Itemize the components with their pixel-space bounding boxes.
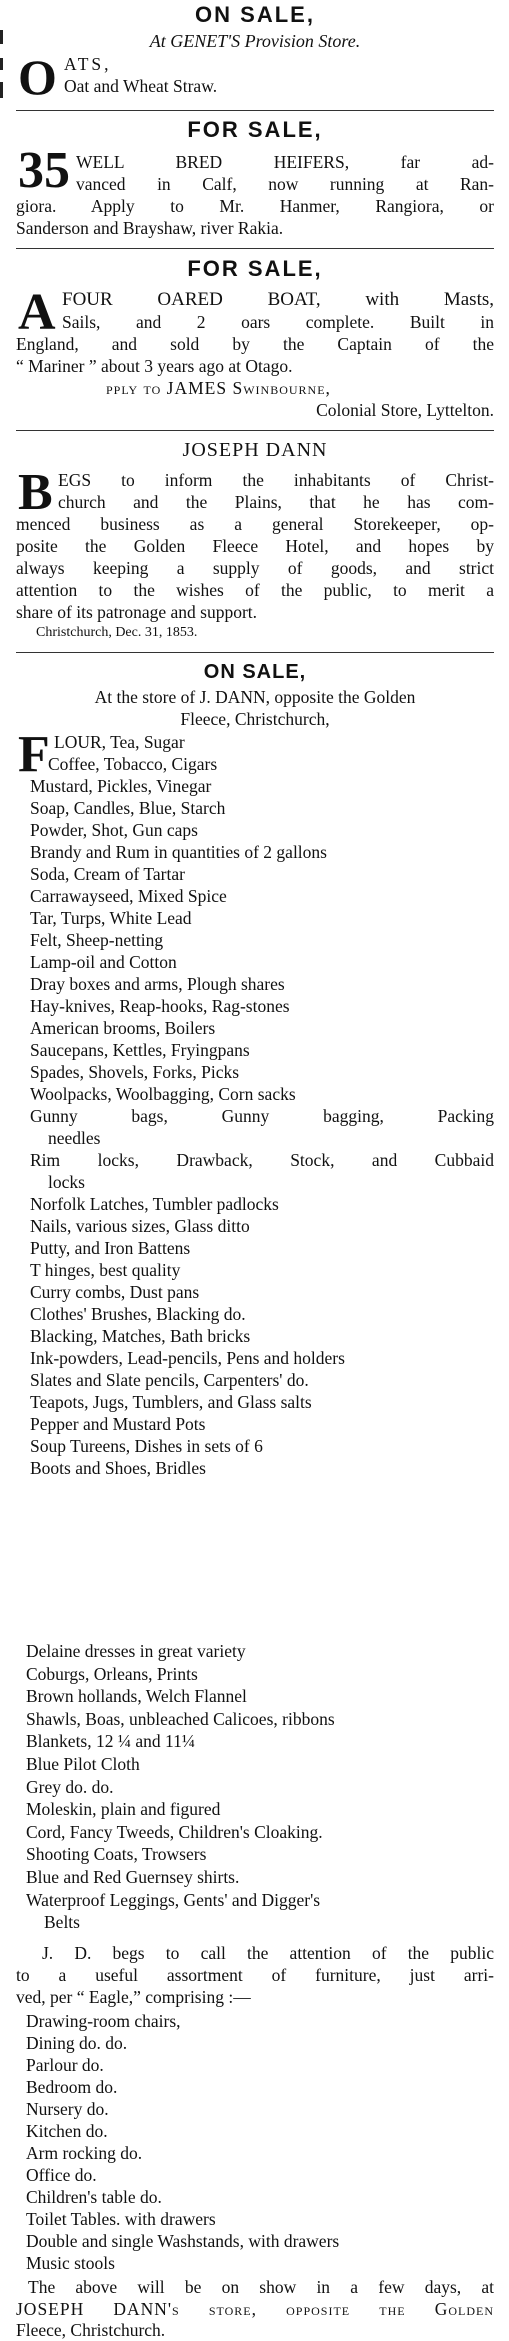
list-item: Lamp-oil and Cotton (30, 952, 177, 972)
ad-text-line: Sails, and 2 oars complete. Built in (62, 312, 494, 332)
list-item: Saucepans, Kettles, Fryingpans (30, 1040, 250, 1060)
list-item: locks (48, 1172, 85, 1192)
ad-text-line: attention to the wishes of the public, to merit a (16, 580, 494, 600)
list-item: Woolpacks, Woolbagging, Corn sacks (30, 1084, 296, 1104)
list-item: Curry combs, Dust pans (30, 1282, 200, 1302)
ad-text-line: share of its patronage and support. (16, 602, 258, 622)
list-item: needles (48, 1128, 101, 1148)
list-item: Slates and Slate pencils, Carpenters' do. (30, 1370, 309, 1390)
ad-text-line: menced business as a general Storekeeper, op- (16, 514, 494, 534)
list-item: Music stools (26, 2253, 115, 2273)
divider (16, 110, 494, 111)
ad-text-line: Fleece, Christchurch. (16, 2320, 166, 2340)
list-item: Blankets, 12 ¼ and 11¼ (26, 1731, 195, 1752)
list-item: Parlour do. (26, 2055, 104, 2075)
list-item: Kitchen do. (26, 2121, 108, 2141)
divider (16, 652, 494, 653)
list-item: Blue and Red Guernsey shirts. (26, 1867, 240, 1887)
ad-item: LOUR, Tea, Sugar (54, 732, 185, 752)
divider (16, 430, 494, 431)
list-item: American brooms, Boilers (30, 1018, 216, 1038)
ad-text-line: posite the Golden Fleece Hotel, and hopes by (16, 536, 494, 556)
list-item: Rim locks, Drawback, Stock, and Cubbaid (30, 1150, 494, 1170)
list-item: Tar, Turps, White Lead (30, 908, 192, 928)
divider (16, 248, 494, 249)
list-item: T hinges, best quality (30, 1260, 181, 1280)
ad-heading: ON SALE, (203, 661, 307, 683)
list-item: Shawls, Boas, unbleached Calicoes, ribbons (26, 1708, 335, 1729)
list-item: Children's table do. (26, 2187, 162, 2207)
ad-text-line: J. D. begs to call the attention of the public (42, 1943, 494, 1963)
ad-text-line: WELL BRED HEIFERS, far ad- (76, 152, 494, 172)
list-item: Coffee, Tobacco, Cigars (48, 754, 218, 774)
ad-text-line: EGS to inform the inhabitants of Christ- (58, 470, 494, 490)
list-item: Clothes' Brushes, Blacking do. (30, 1304, 246, 1324)
ad-heading: JOSEPH DANN (182, 439, 328, 461)
list-item: Norfolk Latches, Tumbler padlocks (30, 1194, 279, 1214)
list-item: Shooting Coats, Trowsers (26, 1844, 207, 1865)
drop-cap: B (18, 464, 53, 521)
list-item: Dining do. do. (26, 2033, 128, 2053)
ad-text-line: to a useful assortment of furniture, just arri- (16, 1965, 494, 1985)
ad-intro-line: Fleece, Christchurch, (180, 709, 330, 729)
list-item: Brown hollands, Welch Flannel (26, 1686, 247, 1707)
list-item: Belts (44, 1912, 80, 1933)
ad-subheading: At GENET'S Provision Store. (149, 31, 361, 51)
ad-heading: FOR SALE, (187, 117, 323, 142)
ad-text-line: England, and sold by the Captain of the (16, 334, 494, 354)
list-item: Dray boxes and arms, Plough shares (30, 974, 285, 994)
ad-heading: ON SALE, (195, 2, 315, 27)
ad-heading: FOR SALE, (187, 256, 323, 281)
ad-intro-line: At the store of J. DANN, opposite the Golden (94, 687, 416, 707)
ad-text-line: giora. Apply to Mr. Hanmer, Rangiora, or (16, 196, 494, 216)
list-item: Boots and Shoes, Bridles (30, 1458, 206, 1478)
list-item: Moleskin, plain and figured (26, 1799, 221, 1820)
list-item: Nails, various sizes, Glass ditto (30, 1216, 250, 1236)
margin-mark (0, 82, 3, 98)
ad-text-line: always keeping a supply of goods, and strict (16, 558, 494, 578)
list-item: Carrawayseed, Mixed Spice (30, 886, 227, 906)
ad-text-line: ATS, (64, 54, 112, 74)
list-item: Soda, Cream of Tartar (30, 864, 185, 884)
list-item: Double and single Washstands, with drawers (26, 2231, 340, 2251)
margin-mark (0, 58, 3, 70)
ad-text-line: church and the Plains, that he has com- (58, 492, 494, 512)
dateline: Christchurch, Dec. 31, 1853. (36, 625, 198, 640)
list-item: Drawing-room chairs, (26, 2011, 181, 2031)
list-item: Arm rocking do. (26, 2143, 143, 2163)
ad-text-line: pply to JAMES Swinbourne, (106, 378, 331, 398)
ad-text-line: Sanderson and Brayshaw, river Rakia. (16, 218, 284, 238)
list-item: Soup Tureens, Dishes in sets of 6 (30, 1436, 263, 1456)
list-item: Putty, and Iron Battens (30, 1238, 191, 1258)
list-item: Bedroom do. (26, 2077, 118, 2097)
list-item: Blue Pilot Cloth (26, 1754, 140, 1774)
ad-text-line: JOSEPH DANN's store, opposite the Golden (16, 2299, 494, 2319)
ad-text-line: Colonial Store, Lyttelton. (316, 400, 494, 420)
ads-column (16, 0, 494, 2341)
list-item: Felt, Sheep-netting (30, 930, 164, 950)
list-item: Waterproof Leggings, Gents' and Digger's (26, 1889, 321, 1910)
drop-cap: F (18, 726, 50, 783)
ad-number: 35 (18, 142, 70, 199)
list-item: Soap, Candles, Blue, Starch (30, 798, 226, 818)
list-item: Blacking, Matches, Bath bricks (30, 1326, 251, 1346)
list-item: Hay-knives, Reap-hooks, Rag-stones (30, 996, 290, 1016)
list-item: Brandy and Rum in quantities of 2 gallons (30, 842, 327, 862)
list-item: Ink-powders, Lead-pencils, Pens and holders (30, 1348, 345, 1368)
list-item: Office do. (26, 2165, 97, 2185)
list-item: Powder, Shot, Gun caps (30, 820, 198, 840)
drop-cap: A (18, 284, 56, 341)
list-item: Nursery do. (26, 2099, 109, 2119)
list-item: Coburgs, Orleans, Prints (26, 1663, 198, 1684)
list-item: Gunny bags, Gunny bagging, Packing (30, 1106, 494, 1126)
list-item: Cord, Fancy Tweeds, Children's Cloaking. (26, 1821, 323, 1842)
ad-text-line: Oat and Wheat Straw. (64, 76, 218, 96)
ad-text-line: The above will be on show in a few days, at (28, 2277, 494, 2297)
drop-cap: O (18, 49, 57, 105)
list-item: Grey do. do. (26, 1776, 114, 1797)
ad-text-line: ved, per “ Eagle,” comprising :— (16, 1987, 251, 2007)
list-item: Toilet Tables. with drawers (26, 2209, 216, 2229)
list-item: Mustard, Pickles, Vinegar (30, 776, 212, 796)
list-item: Delaine dresses in great variety (26, 1641, 246, 1661)
ad-text-line: vanced in Calf, now running at Ran- (76, 174, 494, 194)
list-item: Pepper and Mustard Pots (30, 1414, 206, 1434)
ad-text-line: FOUR OARED BOAT, with Masts, (62, 289, 494, 310)
list-item: Spades, Shovels, Forks, Picks (30, 1062, 240, 1082)
list-item: Teapots, Jugs, Tumblers, and Glass salts (30, 1392, 312, 1412)
ad-text-line: “ Mariner ” about 3 years ago at Otago. (16, 356, 293, 376)
margin-mark (0, 30, 3, 44)
